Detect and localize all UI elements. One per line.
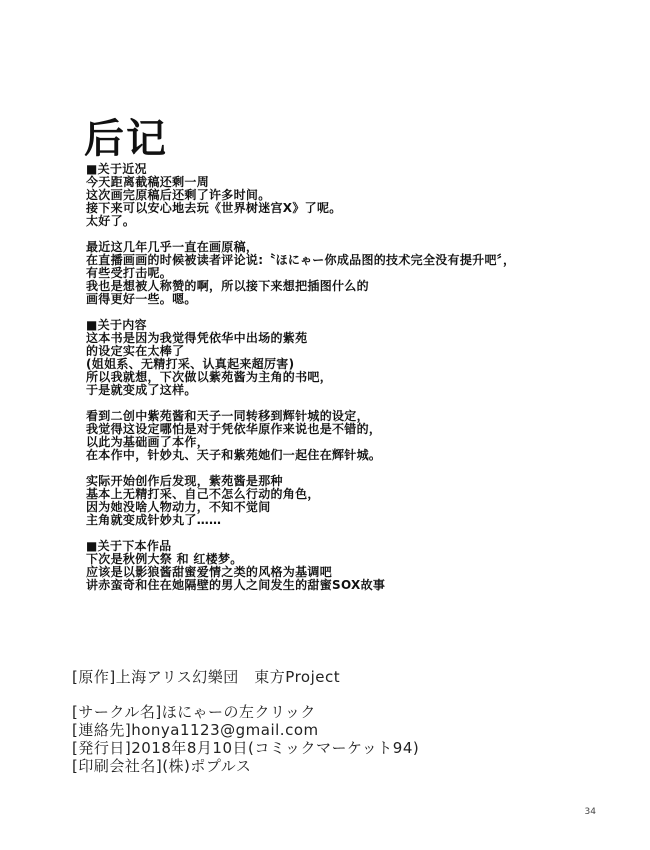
afterword-section	[86, 163, 626, 306]
text-line: 今天距离截稿还剩一周	[86, 175, 210, 189]
text-line: 我觉得这设定哪怕是对于凭依华原作来说也是不错的，	[86, 422, 382, 436]
text-line: 太好了。	[86, 214, 136, 228]
paragraph	[86, 540, 626, 592]
text-line: 实际开始创作后发现，紫苑酱是那种	[86, 474, 283, 488]
text-line: 接下来可以安心地去玩《世界树迷宫X》了呢。	[86, 201, 342, 215]
text-line: (姐姐系、无精打采、认真起来超厉害)	[86, 357, 295, 371]
text-line: 在本作中，针妙丸、天子和紫苑她们一起住在辉针城。	[86, 448, 382, 462]
text-line: 最近这几年几乎一直在画原稿，	[86, 240, 259, 254]
text-line: 在直播画画的时候被读者评论说:〝ほにゃー你成品图的技术完全没有提升吧〞，	[86, 253, 516, 267]
colophon-printer: [印刷会社名](株)ポプルス	[72, 757, 252, 775]
paragraph	[86, 163, 626, 228]
text-line: 主角就变成针妙丸了……	[86, 513, 222, 527]
section-heading: ■关于内容	[86, 318, 147, 332]
text-line: 有些受打击呢。	[86, 266, 173, 280]
afterword-body	[86, 163, 626, 605]
text-line: 画得更好一些。嗯。	[86, 292, 197, 306]
page-number: 34	[584, 807, 596, 817]
paragraph	[86, 241, 626, 306]
colophon	[72, 668, 419, 775]
paragraph	[86, 475, 626, 527]
text-line: 基本上无精打采、自己不怎么行动的角色，	[86, 487, 320, 501]
text-line: 于是就变成了这样。	[86, 383, 197, 397]
paragraph	[86, 319, 626, 397]
colophon-original: [原作]上海アリス幻樂団 東方Project	[72, 668, 341, 686]
text-line: 看到二创中紫苑酱和天子一同转移到辉针城的设定，	[86, 409, 369, 423]
text-line: 我也是想被人称赞的啊，所以接下来想把插图什么的	[86, 279, 369, 293]
afterword-section	[86, 540, 626, 592]
page-title: 后记	[84, 115, 168, 162]
colophon-circle: [サークル名]ほにゃーの左クリック	[72, 703, 316, 721]
text-line: 这次画完原稿后还剩了许多时间。	[86, 188, 271, 202]
text-line: 这本书是因为我觉得凭依华中出场的紫苑	[86, 331, 308, 345]
colophon-date: [発行日]2018年8月10日(コミックマーケット94)	[72, 739, 420, 757]
section-heading: ■关于近况	[86, 162, 147, 176]
text-line: 讲赤蛮奇和住在她隔壁的男人之间发生的甜蜜SOX故事	[86, 578, 386, 592]
text-line: 应该是以影狼酱甜蜜爱情之类的风格为基调吧	[86, 565, 333, 579]
text-line: 的设定实在太棒了	[86, 344, 185, 358]
text-line: 以此为基础画了本作，	[86, 435, 210, 449]
text-line: 因为她没啥人物动力，不知不觉间	[86, 500, 271, 514]
paragraph	[86, 410, 626, 462]
afterword-section	[86, 319, 626, 527]
colophon-contact: [連絡先]honya1123@gmail.com	[72, 721, 319, 739]
text-line: 下次是秋例大祭 和 红楼梦。	[86, 552, 243, 566]
section-heading: ■关于下本作品	[86, 539, 172, 553]
text-line: 所以我就想，下次做以紫苑酱为主角的书吧，	[86, 370, 333, 384]
